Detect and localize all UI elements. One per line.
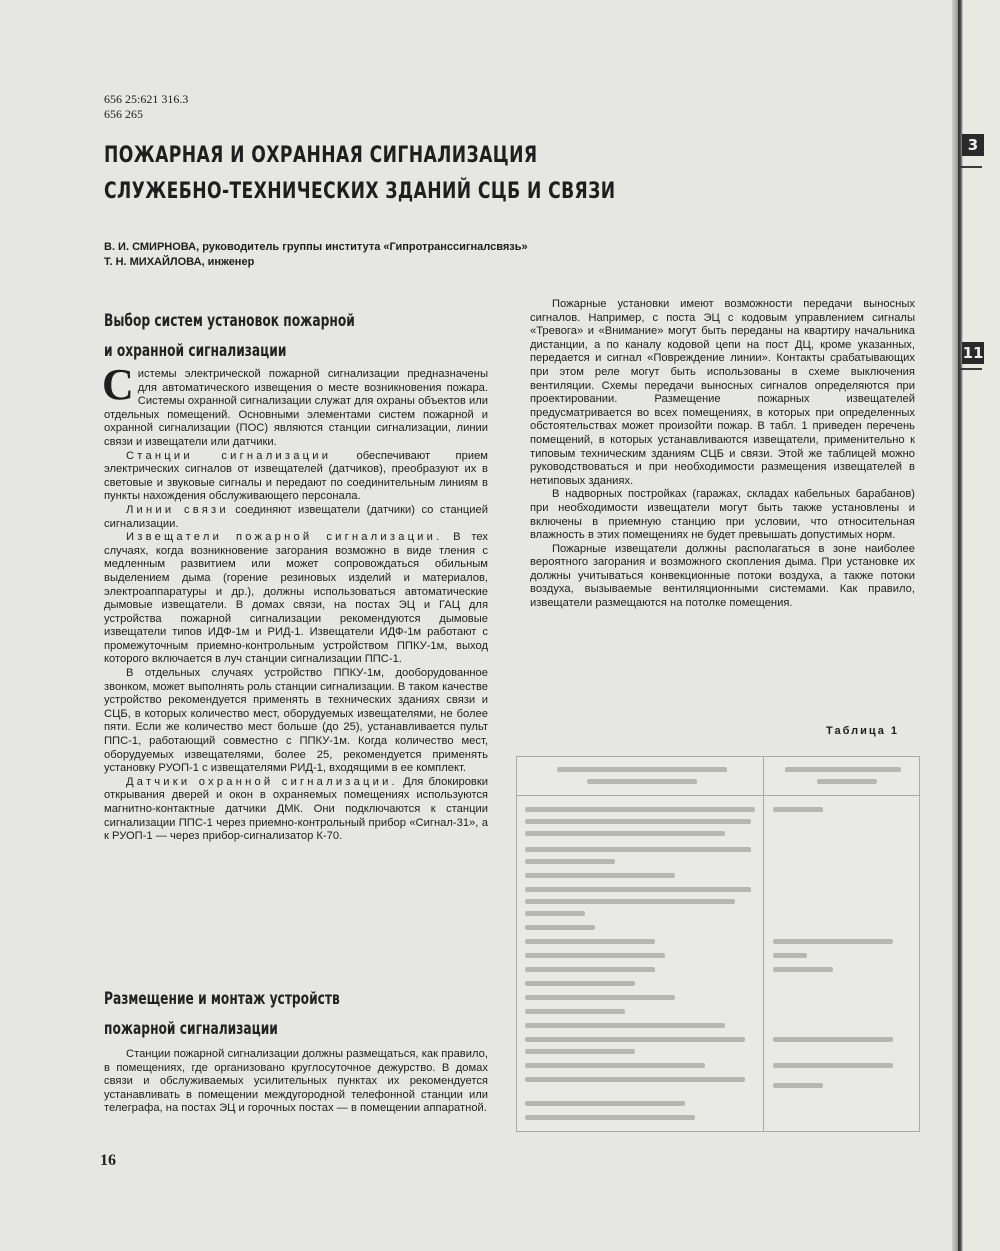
spaced-term: Извещатели пожарной сигнализации. [126,531,443,544]
section-tab: 3 [962,134,984,156]
illegible-text [785,767,901,772]
article-title [104,138,616,210]
illegible-text [587,779,697,784]
paragraph [104,504,488,531]
illegible-text [525,847,751,852]
paragraph-text: В надворных постройках (гаражах, складах кабельных барабанов) при необходимости извещатели могут быть также установлены и включены в приемную станцию при условии, что относительная влажность в этих помещениях не будет превышать допустимых норм. [530,488,915,542]
paragraph [104,531,488,667]
illegible-text [525,1063,705,1068]
paragraph-text: соединяют извещатели (датчики) со станцией сигнализации. [104,503,488,530]
illegible-text [525,831,725,836]
illegible-text [525,1115,695,1120]
illegible-text [773,1037,893,1042]
title-line-2: СЛУЖЕБНО-ТЕХНИЧЕСКИХ ЗДАНИЙ СЦБ И СВЯЗИ [104,179,616,204]
paragraph-text: Пожарные установки имеют возможности передачи выносных сигналов. Например, с поста ЭЦ с кодовым управлением сигналы «Тревога» и «Внимание» могут быть переданы на квартиру начальника дистанции, а по каналу кодовой цепи на пост ДЦ, кроме указанных, передается и сигнал «Повреждение линии». Контакты срабатывающих при этом реле могут быть использованы в схеме выключения вентиляции. Схемы передачи выносных сигналов определяются при проектировании. Размещение пожарных извещателей предусматривается во всех помещениях, в которых при определенных обстоятельствах может произойти пожар. В табл. 1 приведен перечень помещений, в которых устанавливаются извещатели, применительно к типовым техническим зданиям СЦБ и связи. Этой же таблицей можно руководствоваться и при необходимости размещения извещателей в нетиповых зданиях. [530,298,915,487]
authors [104,240,528,270]
illegible-text [525,873,675,878]
paragraph [530,543,915,611]
illegible-text [525,939,655,944]
illegible-text [773,953,807,958]
paragraph-text: В отдельных случаях устройство ППКУ-1м, дооборудованное звонком, может выполнять роль станции сигнализации. В таком качестве устройство рекомендуется применять в технических зданиях связи и СЦБ, в которых количество мест, оборудуемых извещателями, не более пяти. Если же количество мест больше (до 25), устанавливается пульт ППС-1, работающий совместно с ППКУ-1м. Когда количество мест, оборудуемых извещателями, более 25, рекомендуется применять установку РУОП-1 с извещателями РИД-1, входящими в ее комплект. [104,667,488,775]
spaced-term: Станции сигнализации [126,449,332,462]
faded-table [516,756,920,1132]
illegible-text [525,995,675,1000]
paragraph [104,450,488,504]
table-divider [517,795,919,796]
illegible-text [525,1077,745,1082]
illegible-text [525,899,735,904]
illegible-text [525,887,751,892]
section-heading-line: и охранной сигнализации [104,341,287,361]
paragraph [530,488,915,542]
illegible-text [773,1083,823,1088]
paragraph-text: В тех случаях, когда возникновение загорания возможно в виде тления с медленным развитием или может сопровождаться обильным выделением дыма (горение резиновых изделий и материалов, электроаппаратуры и др.), должны использоваться автоматические дымовые извещатели. В домах связи, на постах ЭЦ и ГАЦ для устройства пожарной сигнализации рекомендуются дымовые извещатели типов ИДФ-1м и РИД-1. Извещатели ИДФ-1м работают с промежуточным приемно-контрольным устройством ППКУ-1м, выход которого включается в луч станции сигнализации ППС-1. [104,531,488,666]
left-column-bottom [104,1048,488,1116]
section-heading-line: пожарной сигнализации [104,1019,278,1039]
illegible-text [557,767,727,772]
paragraph-text: истемы электрической пожарной сигнализации предназначены для автоматического извещения о месте возникновения пожара. Системы охранной сигнализации служат для охраны объектов или отдельных помещений. Основными элементами систем пожарной и охранной сигнализации (ПОС) являются станции сигнализации, линии связи и извещатели или датчики. [104,368,488,448]
section-heading-line: Выбор систем установок пожарной [104,311,355,331]
paragraph [104,1048,488,1116]
illegible-text [525,819,751,824]
illegible-text [525,925,595,930]
udc-codes [104,92,188,122]
illegible-text [525,1009,625,1014]
paragraph [104,776,488,844]
title-line-1: ПОЖАРНАЯ И ОХРАННАЯ СИГНАЛИЗАЦИЯ [104,143,538,168]
paragraph-text: обеспечивают прием электрических сигналов от извещателей (датчиков), преобразуют их в световые и звуковые сигналы и передают по соединительным линиям в пункты нахождения обслуживающего персонала. [104,449,488,503]
section-heading-2 [104,984,340,1044]
spaced-term: Линии связи [126,503,229,516]
section-heading-line: Размещение и монтаж устройств [104,989,340,1009]
left-column-top [102,360,488,844]
udc-line: 656 25:621 316.3 [104,92,189,106]
illegible-text [525,1049,635,1054]
table-caption: Таблица 1 [826,725,900,737]
paragraph-text: Станции пожарной сигнализации должны размещаться, как правило, в помещениях, где организовано круглосуточное дежурство. В домах связи и обслуживаемых усилительных пунктах их рекомендуется устанавливать в помещении междугородной телефонной станции или телеграфа, на постах ЭЦ и горочных постах — в помещении аппаратной. [104,1048,488,1115]
author-2: Т. Н. МИХАЙЛОВА, инженер [104,256,255,268]
illegible-text [817,779,877,784]
illegible-text [525,807,755,812]
illegible-text [773,967,833,972]
illegible-text [773,1063,893,1068]
drop-cap: С [102,360,134,409]
illegible-text [525,1101,685,1106]
table-divider [763,757,764,1131]
paragraph [530,298,915,488]
page-number: 16 [100,1152,116,1169]
section-heading-1 [104,306,355,366]
udc-line: 656 265 [104,107,143,121]
illegible-text [525,967,655,972]
author-1: В. И. СМИРНОВА, руководитель группы института «Гипротранссигналсвязь» [104,241,528,253]
paragraph-text: Пожарные извещатели должны располагаться в зоне наиболее вероятного загорания и возможного скопления дыма. При установке их должны учитываться конвекционные потоки воздуха, а также потоки воздуха, вызываемые вентиляционными системами. Как правило, извещатели размещаются на потолке помещения. [530,542,915,610]
edge-mark [960,368,982,370]
paragraph-text: Для блокировки открывания дверей и окон в охраняемых помещениях используются магнитно-контактные датчики ДМК. Они подключаются к станции сигнализации ППС-1 через приемно-контрольный прибор «Сигнал-31», а к РУОП-1 — через прибор-сигнализатор К-70. [104,775,488,843]
illegible-text [773,807,823,812]
illegible-text [525,1023,725,1028]
paragraph [104,667,488,776]
paragraph [102,360,488,450]
illegible-text [525,981,635,986]
illegible-text [525,1037,745,1042]
illegible-text [773,939,893,944]
illegible-text [525,911,585,916]
right-column [530,298,915,611]
illegible-text [525,859,615,864]
illegible-text [525,953,665,958]
spaced-term: Датчики охранной сигнализации. [126,775,398,788]
next-page-edge [958,0,1000,1251]
edge-mark [960,166,982,168]
section-tab: 11 [962,344,984,362]
